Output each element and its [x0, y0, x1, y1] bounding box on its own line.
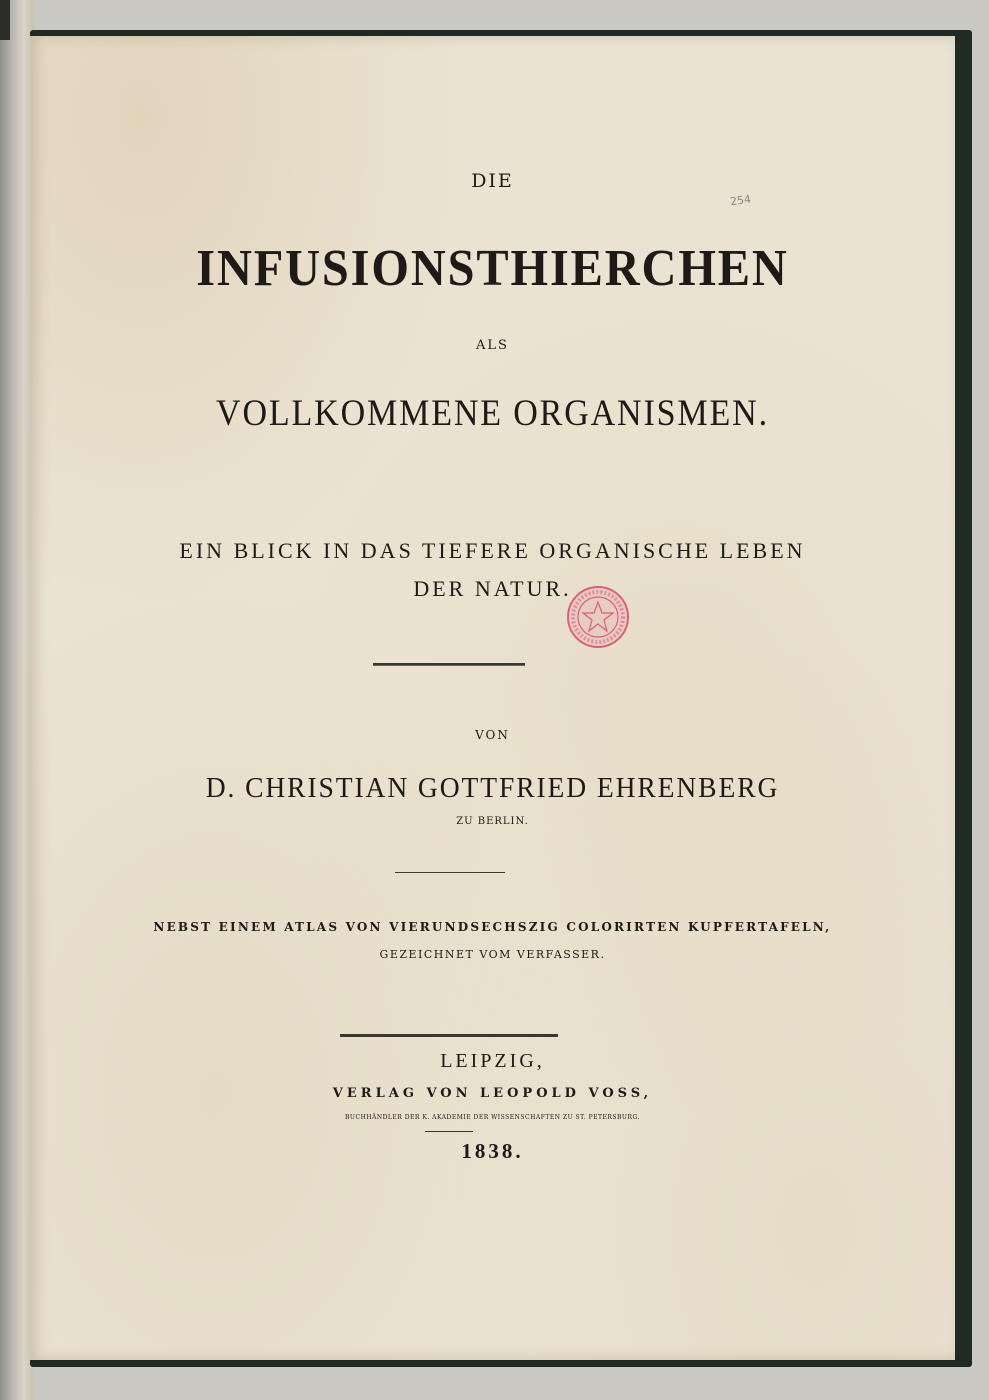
bookseller-note: BUCHHÄNDLER DER K. AKADEMIE DER WISSENSCHAFTEN ZU ST. PETERSBURG. [345, 1114, 640, 1121]
title-article: DIE [471, 170, 514, 192]
title-page [30, 36, 955, 1360]
divider-rule-4 [425, 1131, 473, 1132]
main-title: INFUSIONSTHIERCHEN [196, 240, 789, 297]
tagline-line-2: DER NATUR. [413, 576, 572, 601]
tagline-line-1: EIN BLICK IN DAS TIEFERE ORGANISCHE LEBEN [179, 538, 806, 563]
publisher-name: VERLAG VON LEOPOLD VOSS, [332, 1086, 653, 1101]
book-binding-left [0, 0, 34, 1400]
by-label: VON [475, 728, 510, 742]
divider-rule-3 [340, 1034, 558, 1037]
publication-year: 1838. [461, 1139, 524, 1163]
divider-rule-2 [395, 872, 505, 873]
author-location: ZU BERLIN. [456, 816, 529, 827]
drawn-by-note: GEZEICHNET VOM VERFASSER. [379, 948, 606, 961]
publication-city: LEIPZIG, [440, 1050, 545, 1072]
library-stamp [565, 584, 631, 650]
subtitle: VOLLKOMMENE ORGANISMEN. [216, 393, 769, 434]
author-name: D. CHRISTIAN GOTTFRIED EHRENBERG [205, 772, 780, 804]
atlas-note: NEBST EINEM ATLAS VON VIERUNDSECHSZIG COLORIRTEN KUPFERTAFELN, [153, 920, 832, 934]
pencil-annotation: 254 [729, 192, 752, 209]
spine-corner [0, 0, 10, 40]
title-connector: ALS [476, 338, 509, 353]
divider-rule-1 [373, 663, 525, 666]
